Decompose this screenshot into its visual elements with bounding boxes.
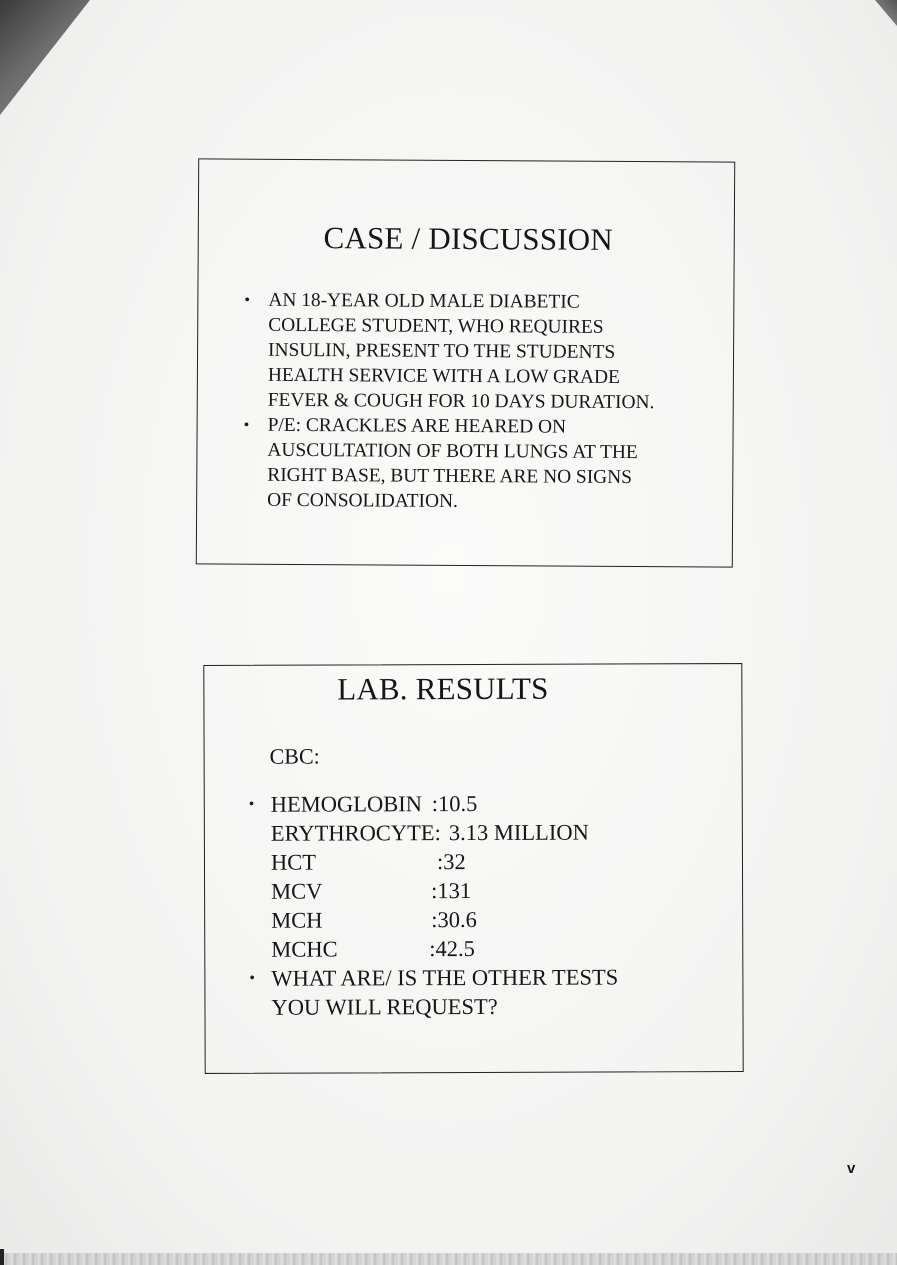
- lab-value: 3.13 MILLION: [448, 819, 589, 846]
- lab-value: :10.5: [431, 790, 478, 817]
- text-line: FEVER & COUGH FOR 10 DAYS DURATION.: [267, 389, 655, 414]
- slide-lab-results: [203, 663, 743, 1074]
- lab-row-mch: [271, 904, 729, 935]
- text-line: WHAT ARE/ IS THE OTHER TESTS: [271, 964, 619, 991]
- text-line: HEALTH SERVICE WITH A LOW GRADE: [267, 364, 620, 388]
- cbc-heading: CBC:: [269, 743, 320, 769]
- text-line: AN 18-YEAR OLD MALE DIABETIC: [268, 289, 580, 313]
- lab-name: MCHC: [271, 936, 338, 962]
- lab-name: MCH: [271, 907, 323, 933]
- text-line: OF CONSOLIDATION.: [267, 489, 458, 512]
- text-line: YOU WILL REQUEST?: [271, 993, 498, 1020]
- lab-row-mcv: [271, 875, 729, 906]
- bullet-icon: •: [249, 969, 256, 987]
- text-line: INSULIN, PRESENT TO THE STUDENTS: [268, 339, 616, 363]
- bullet-icon: •: [243, 416, 250, 434]
- text-line: AUSCULTATION OF BOTH LUNGS AT THE: [267, 439, 638, 464]
- lab-value: :32: [436, 849, 466, 875]
- text-line: RIGHT BASE, BUT THERE ARE NO SIGNS: [267, 464, 633, 489]
- bullet-list: [243, 288, 724, 516]
- lab-name: ERYTHROCYTE:: [270, 820, 441, 846]
- lab-name: MCV: [271, 878, 323, 904]
- lab-row-erythrocyte: [271, 817, 729, 848]
- bullet-item-exam: [243, 413, 724, 516]
- lab-row-mchc: [271, 933, 729, 964]
- bullet-icon: •: [244, 291, 251, 309]
- lab-row-hemoglobin: [271, 788, 729, 819]
- page-number: v: [847, 1160, 856, 1177]
- slide-title: CASE / DISCUSSION: [323, 220, 614, 257]
- slide-title: LAB. RESULTS: [337, 670, 549, 707]
- text-line: COLLEGE STUDENT, WHO REQUIRES: [268, 314, 604, 338]
- scan-bottom-mark: [0, 1249, 4, 1265]
- lab-name: HEMOGLOBIN: [270, 791, 423, 817]
- text-line: P/E: CRACKLES ARE HEARED ON: [267, 414, 567, 438]
- bullet-icon: •: [248, 795, 255, 813]
- scan-bottom-edge: [0, 1253, 897, 1265]
- lab-value: :42.5: [429, 935, 475, 962]
- lab-name: HCT: [270, 849, 317, 875]
- bullet-item-question: [249, 962, 729, 1022]
- slide-case-discussion: [196, 158, 735, 567]
- bullet-item-patient: [244, 288, 725, 416]
- lab-value: :30.6: [431, 906, 477, 933]
- bullet-list: [249, 788, 730, 1022]
- lab-row-hct: [271, 846, 729, 877]
- bullet-item-lab-values: [249, 788, 730, 964]
- lab-value: :131: [431, 878, 472, 904]
